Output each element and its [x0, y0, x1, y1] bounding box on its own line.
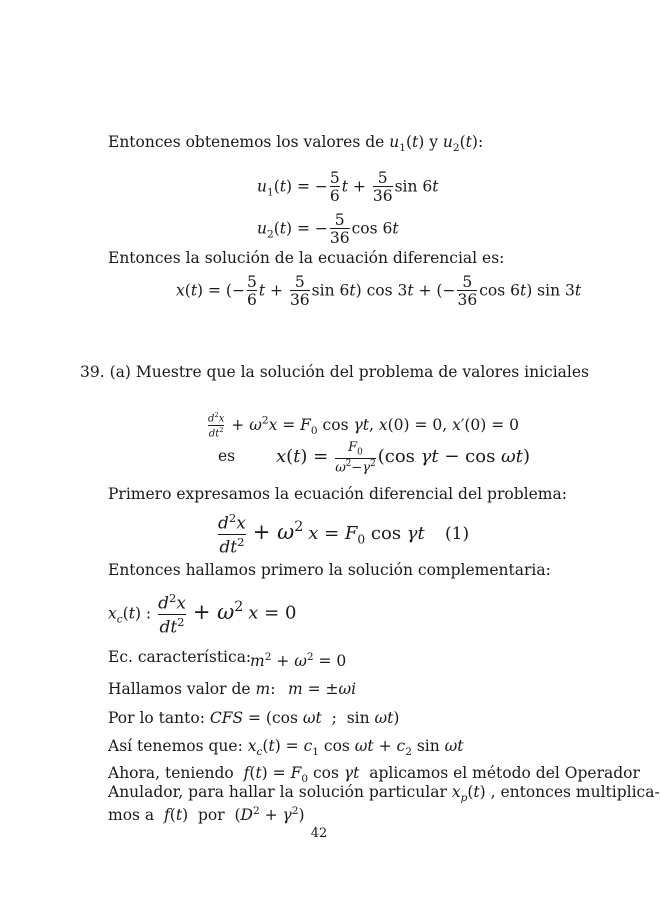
- problem-39-statement: 39. (a) Muestre que la solución del problema de valores iniciales: [80, 363, 589, 381]
- ivp-equation: $\frac{d^2x}{dt^2}$ + $\omega^2x = F_0$ cos γt, x(0) = 0, x′(0) = 0: [208, 411, 520, 440]
- differential-equation: $\frac{d^2x}{dt^2}$ + $\omega^2$ $x = F_0$ cos γt: [218, 511, 425, 558]
- xc-line: Así tenemos que: $x_c(t) = c_1$ $\cos \omega t + c_2$ sin ωt: [108, 737, 464, 759]
- x-solution-equation: x(t) = (− $\frac{5}{6}$ t + $\frac{5}{36}$ sin 6t) cos 3t + (− $\frac{5}{36}$ cos 6t) sin 3t: [176, 273, 582, 310]
- characteristic-equation: $m^2 + \omega^2 = 0$: [250, 651, 347, 671]
- annihilator-line-2: Anulador, para hallar la solución particular $x_p(t)$ , entonces multiplica-: [108, 783, 660, 805]
- annihilator-line-3: mos a f(t) por $(D^2 + \gamma^2)$: [108, 805, 305, 825]
- u1-equation: $u_1(t)$ = − $\frac{5}{6}$ t + $\frac{5}{36}$ sin 6t: [257, 169, 439, 206]
- page-number: 42: [310, 826, 328, 841]
- characteristic-label: Ec. característica:: [108, 648, 252, 666]
- es-label: es: [218, 447, 236, 465]
- u2-equation: $u_2(t)$ = − $\frac{5}{36}$ cos 6t: [257, 211, 399, 248]
- solution-formula: x(t) = $\frac{F_0}{\omega^2-\gamma^2}$ (cos γt − cos ωt): [276, 440, 530, 476]
- homogeneous-equation: $x_c(t)$ : $\frac{d^2x}{dt^2}$ + $\omega^2$ x = 0: [108, 591, 297, 638]
- intro-x-text: Entonces la solución de la ecuación diferencial es:: [108, 249, 505, 267]
- express-text: Primero expresamos la ecuación diferencial del problema:: [108, 485, 567, 503]
- equation-number: (1): [445, 524, 470, 544]
- complementary-text: Entonces hallamos primero la solución complementaria:: [108, 561, 551, 579]
- annihilator-line-1: Ahora, teniendo $f(t) = F_0$ cos γt aplicamos el método del Operador: [108, 764, 640, 786]
- root-equation: m = ±ωi: [288, 680, 357, 698]
- root-label: Hallamos valor de m:: [108, 680, 276, 698]
- intro-u-text: Entonces obtenemos los valores de $u_1(t)$ y $u_2(t)$:: [108, 133, 484, 155]
- cfs-line: Por lo tanto: CFS = (cos ωt ; sin ωt): [108, 709, 400, 727]
